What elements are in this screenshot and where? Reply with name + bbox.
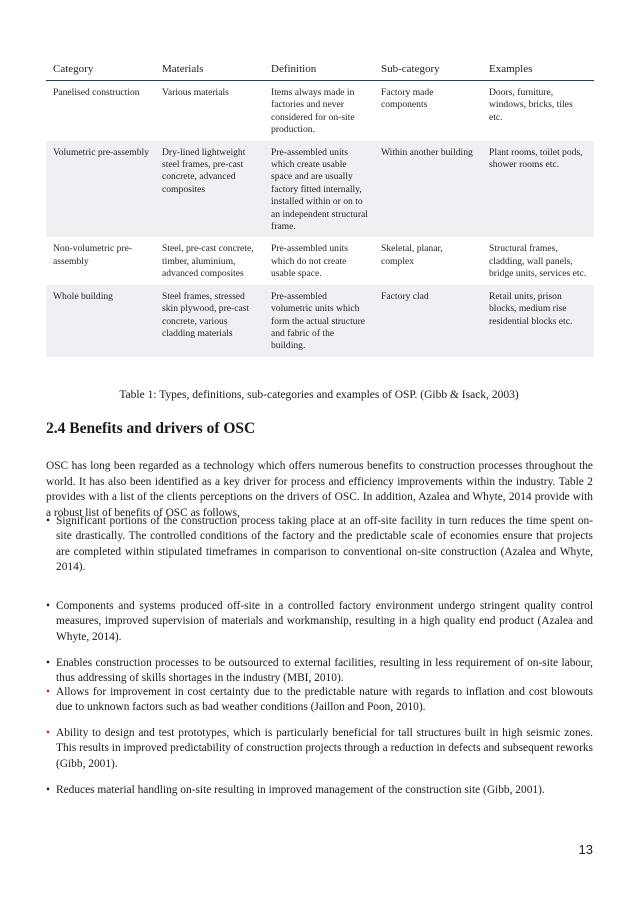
section-heading: 2.4 Benefits and drivers of OSC [46,420,256,437]
table-cell: Steel, pre-cast concrete, timber, aluminium, advanced composites [155,237,264,284]
list-item [46,514,593,576]
bullet-icon: • [46,784,50,796]
list-item-text: Allows for improvement in cost certainty due to the predictable nature with regards to inflation and cost blowouts due to unknown factors such as bad weather conditions (Jaillon and Poon, 2010). [56,686,593,714]
table-cell: Factory made components [374,81,482,141]
table-cell: Skeletal, planar, complex [374,237,482,284]
column-header-materials: Materials [155,56,264,81]
table-cell: Plant rooms, toilet pods, shower rooms etc. [482,141,594,238]
table-cell: Within another building [374,141,482,238]
table-cell: Panelised construction [46,81,155,141]
list-item [46,726,593,772]
table-header-row [46,56,594,81]
list-item-text: Ability to design and test prototypes, which is particularly beneficial for tall structures built in high seismic zones. This results in improved predictability of construction projects through a reduction in defects and subsequent reworks (Gibb, 2001). [56,727,593,770]
table-cell: Non-volumetric pre-assembly [46,237,155,284]
list-item-text: Significant portions of the construction process taking place at an off-site facility in turn reduces the time spent on-site drastically. The controlled conditions of the factory and the predictable scale of economies ensure that projects are completed within stipulated timeframes in comparison to conventional on-site construction (Azalea and Whyte, 2014). [56,515,593,574]
osp-types-table [46,56,594,357]
column-header-definition: Definition [264,56,374,81]
table-cell: Steel frames, stressed skin plywood, pre-cast concrete, various cladding materials [155,285,264,357]
table-cell: Pre-assembled units which create usable space and are usually factory fitted internally, installed within or on to an independent structural frame. [264,141,374,238]
list-item-text: Reduces material handling on-site resulting in improved management of the construction site (Gibb, 2001). [56,784,545,796]
list-item-text: Components and systems produced off-site in a controlled factory environment undergo stringent quality control measures, improved supervision of materials and workmanship, resulting in a high quality end product (Azalea and Whyte, 2014). [56,600,593,643]
column-header-examples: Examples [482,56,594,81]
table-cell: Volumetric pre-assembly [46,141,155,238]
table-cell: Dry-lined lightweight steel frames, pre-cast concrete, advanced composites [155,141,264,238]
list-item [46,656,593,687]
table-cell: Factory clad [374,285,482,357]
list-item [46,685,593,716]
section-intro-paragraph: OSC has long been regarded as a technology which offers numerous benefits to construction processes throughout the world. It has also been identified as a key driver for process and efficiency improvements within the industry. Table 2 provides with a list of the clients perceptions on the drivers of OSC. In addition, Azalea and Whyte, 2014 provide with a robust list of benefits of OSC as follows, [46,460,593,519]
table-cell: Pre-assembled volumetric units which form the actual structure and fabric of the building. [264,285,374,357]
table-row [46,285,594,357]
column-header-category: Category [46,56,155,81]
bullet-icon: • [46,727,50,739]
osp-types-table-container [46,56,594,357]
page-number: 13 [578,842,593,857]
bullet-icon: • [46,657,50,669]
table-cell: Structural frames, cladding, wall panels, bridge units, services etc. [482,237,594,284]
bullet-icon: • [46,600,50,612]
table-caption: Table 1: Types, definitions, sub-categories and examples of OSP. (Gibb & Isack, 2003) [119,389,519,401]
table-cell: Various materials [155,81,264,141]
table-cell: Doors, furniture, windows, bricks, tiles etc. [482,81,594,141]
column-header-sub-category: Sub-category [374,56,482,81]
bullet-icon: • [46,686,50,698]
table-row [46,237,594,284]
list-item [46,599,593,645]
table-cell: Retail units, prison blocks, medium rise residential blocks etc. [482,285,594,357]
list-item-text: Enables construction processes to be outsourced to external facilities, resulting in less requirement of on-site labour, thus addressing of skills shortages in the industry (MBI, 2010). [56,657,593,685]
table-row [46,81,594,141]
list-item [46,783,593,798]
table-cell: Items always made in factories and never considered for on-site production. [264,81,374,141]
bullet-icon: • [46,515,50,527]
table-cell: Pre-assembled units which do not create usable space. [264,237,374,284]
table-cell: Whole building [46,285,155,357]
table-row [46,141,594,238]
